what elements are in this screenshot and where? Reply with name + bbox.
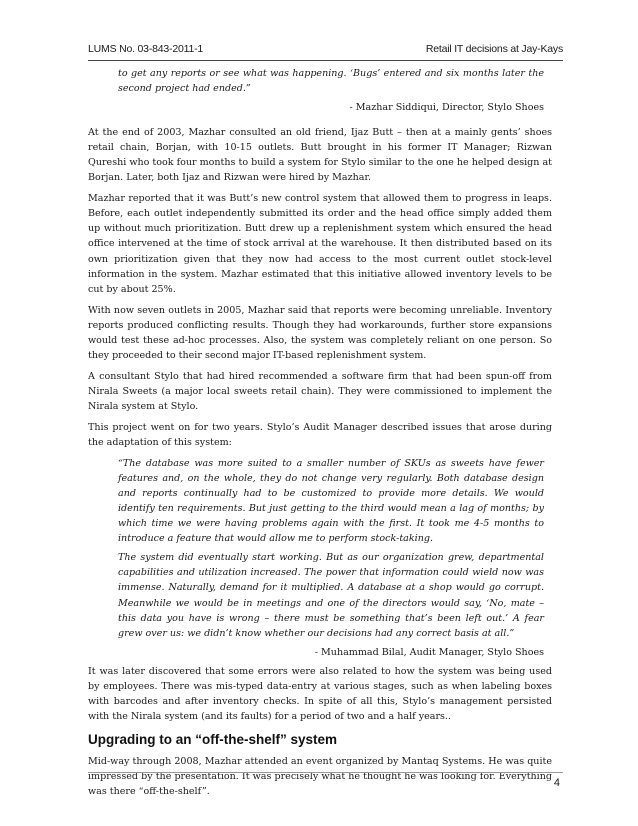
- block-quote-bilal: [118, 456, 544, 660]
- paragraph: It was later discovered that some errors were also related to how the system was being used by employees. There was mis-typed data-entry at various stages, such as when labeling boxes with barcodes and after inventory checks. In spite of all this, Stylo’s management persisted with the Nirala system (and its faults) for a period of two and a half years..: [88, 665, 552, 722]
- paragraph: At the end of 2003, Mazhar consulted an old friend, Ijaz Butt – then at a mainly gents’ shoes retail chain, Borjan, with 10-15 outlets. Butt brought in his former IT Manager; Rizwan Qureshi who took four months to build a system for Stylo similar to the one he helped design at Borjan. Later, both Ijaz and Rizwan were hired by Mazhar.: [88, 127, 552, 184]
- paragraph: Mid-way through 2008, Mazhar attended an event organized by Mantaq Systems. He was quite impressed by the presentation. It was precisely what he thought he was looking for. Everything was there “off-the-shelf”.: [88, 755, 552, 797]
- block-quote-siddiqui: [118, 66, 544, 115]
- quote-text: to get any reports or see what was happening. ‘Bugs’ entered and six months later the second project had ended.”: [118, 68, 544, 95]
- quote-text: The system did eventually start working. But as our organization grew, departmental capabilities and utilization increased. The power that information could wield now was immense. Naturally, demand for it multiplied. A database at a shop would go corrupt. Meanwhile we would be in meetings and one of the directors would say, ‘No, mate – this data you have is wrong – there must be something that’s been left out.’ A fear grew over us: we didn’t know whether our decisions had any correct basis at all.”: [118, 552, 544, 639]
- paragraph: This project went on for two years. Stylo’s Audit Manager described issues that arose during the adaptation of this system:: [88, 421, 552, 449]
- paragraph: A consultant Stylo that had hired recommended a software firm that had been spun-off from Nirala Sweets (a major local sweets retail chain). They were commissioned to implement the Nirala system at Stylo.: [88, 370, 552, 412]
- page-number: 4: [553, 777, 560, 789]
- header-case-title: Retail IT decisions at Jay-Kays: [425, 43, 563, 55]
- page-header: [88, 43, 563, 55]
- header-case-number: LUMS No. 03-843-2011-1: [88, 43, 204, 55]
- quote-text: “The database was more suited to a smaller number of SKUs as sweets have fewer features and, on the whole, they do not change very regularly. Both database design and reports continually had to be customized to provide more details. We would identify ten requirements. But just getting to the third would mean a lag of months; by which time we were having problems again with the first. It took me 4-5 months to introduce a feature that would allow me to perform stock-taking.: [118, 458, 544, 545]
- quote-attribution: - Mazhar Siddiqui, Director, Stylo Shoes: [349, 102, 544, 114]
- quote-attribution: - Muhammad Bilal, Audit Manager, Stylo Shoes: [314, 646, 544, 658]
- page-body: [88, 66, 552, 805]
- paragraph: With now seven outlets in 2005, Mazhar said that reports were becoming unreliable. Inventory reports produced conflicting results. Though they had workarounds, further store expansions would test these ad-hoc processes. Also, the system was completely reliant on one person. So they proceeded to their second major IT-based replenishment system.: [88, 304, 552, 361]
- section-heading: Upgrading to an “off-the-shelf” system: [88, 731, 338, 747]
- paragraph: Mazhar reported that it was Butt’s new control system that allowed them to progress in leaps. Before, each outlet independently submitted its order and the head office simply added them up without much prioritization. Butt drew up a replenishment system which ensured the head office intervened at the time of stock arrival at the warehouse. It then distributed based on its own prioritization given that they now had access to the most current outlet stock-level information in the system. Mazhar estimated that this initiative allowed inventory levels to be cut by about 25%.: [88, 193, 552, 295]
- footer-divider: [88, 772, 563, 773]
- header-divider: [88, 60, 563, 61]
